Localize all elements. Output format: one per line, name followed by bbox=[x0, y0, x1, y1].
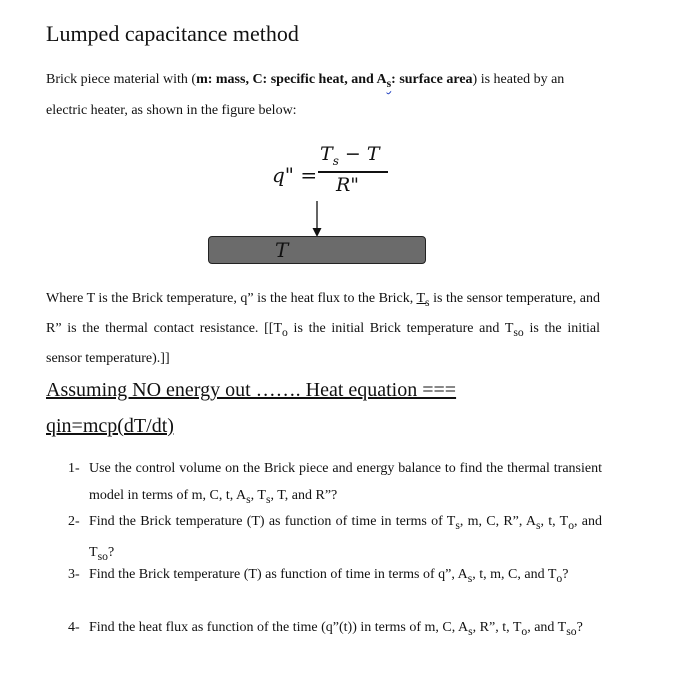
q3-part-c: ? bbox=[562, 567, 569, 582]
question-4 bbox=[68, 614, 602, 645]
q3-part-a: Find the Brick temperature (T) as function of time in terms of q”, A bbox=[89, 567, 468, 582]
intro-bold-sub: s bbox=[386, 76, 392, 90]
page-title: Lumped capacitance method bbox=[46, 21, 299, 46]
q4-part-b: , R”, t, T bbox=[472, 620, 522, 635]
q1-part-c: , T, and R”? bbox=[270, 488, 338, 503]
q2-sub-1: s bbox=[455, 518, 460, 532]
q2-part-a: Find the Brick temperature (T) as function of time in terms of T bbox=[89, 514, 456, 529]
equation-numerator bbox=[320, 143, 380, 168]
question-3 bbox=[68, 561, 602, 592]
intro-paragraph bbox=[46, 66, 606, 124]
fraction-bar bbox=[318, 171, 388, 173]
q1-part-b: , T bbox=[250, 488, 266, 503]
numerator-ts: T bbox=[320, 143, 333, 165]
numerator-rest: − T bbox=[338, 143, 380, 165]
q1-sub-1: s bbox=[246, 492, 251, 506]
q4-sub-1: s bbox=[468, 624, 473, 638]
q2-part-c: , t, T bbox=[540, 514, 569, 529]
where-text-d: is the initial sensor temperature).]] bbox=[46, 320, 600, 366]
ts-sub: s bbox=[425, 295, 430, 309]
intro-bold-vars bbox=[196, 72, 473, 90]
q2-part-b: , m, C, R”, A bbox=[459, 514, 536, 529]
question-text bbox=[89, 561, 602, 592]
question-text bbox=[89, 614, 602, 645]
q2-part-e: ? bbox=[107, 544, 115, 560]
brick-temperature-label: T bbox=[275, 238, 289, 262]
q4-sub-3: so bbox=[566, 624, 577, 638]
intro-text-end: ) is heated by an electric heater, as shown in the figure below: bbox=[46, 72, 565, 118]
q4-part-a: Find the heat flux as function of the time (q”(t)) in terms of m, C, A bbox=[89, 620, 469, 635]
q1-sub-2: s bbox=[265, 492, 271, 506]
intro-text-start: Brick piece material with ( bbox=[46, 72, 197, 87]
q1-part-a: Use the control volume on the Brick piece and energy balance to find the thermal transient model in terms of m, C, t, A bbox=[89, 461, 602, 503]
tso-sub: so bbox=[513, 325, 524, 339]
q4-sub-2: o bbox=[521, 624, 528, 638]
heat-equation-line: qin=mcp(dT/dt) bbox=[46, 415, 174, 437]
assumption-line: Assuming NO energy out ……. Heat equation === bbox=[46, 379, 457, 401]
where-text-a: Where T is the Brick temperature, q” is the heat flux to the Brick, bbox=[46, 291, 417, 306]
equation-lhs: q" = bbox=[272, 163, 318, 187]
ts-letter: T bbox=[416, 291, 426, 306]
question-number: 4- bbox=[68, 620, 80, 635]
question-text bbox=[89, 455, 602, 513]
intro-bold-part2: : surface area bbox=[391, 72, 473, 87]
question-number: 2- bbox=[68, 514, 80, 529]
question-number: 3- bbox=[68, 567, 80, 582]
to-sub: o bbox=[282, 325, 288, 339]
down-arrow-icon bbox=[310, 200, 324, 238]
brick-shape bbox=[208, 236, 426, 264]
numerator-sub: s bbox=[332, 153, 339, 168]
q3-sub-2: o bbox=[556, 571, 563, 585]
ts-symbol bbox=[416, 291, 430, 309]
q3-part-b: , t, m, C, and T bbox=[472, 567, 557, 582]
q4-part-c: , and T bbox=[527, 620, 567, 635]
question-number: 1- bbox=[68, 461, 80, 476]
q4-part-d: ? bbox=[576, 620, 583, 635]
where-paragraph bbox=[46, 286, 600, 372]
q2-sub-4: so bbox=[97, 549, 108, 563]
heat-flux-equation bbox=[262, 143, 402, 203]
q2-part-d: , and T bbox=[89, 514, 602, 560]
where-text-b: is the sensor temperature, and R” is the thermal contact resistance. [[T bbox=[46, 291, 600, 336]
intro-bold-part1: m: mass, C: specific heat, and A bbox=[196, 72, 387, 87]
where-text-c: is the initial Brick temperature and T bbox=[287, 320, 514, 336]
q3-sub-1: s bbox=[467, 571, 473, 585]
equation-denominator: R" bbox=[336, 174, 360, 196]
question-1 bbox=[68, 455, 602, 513]
q2-sub-2: s bbox=[535, 518, 541, 532]
q2-sub-3: o bbox=[568, 518, 575, 532]
